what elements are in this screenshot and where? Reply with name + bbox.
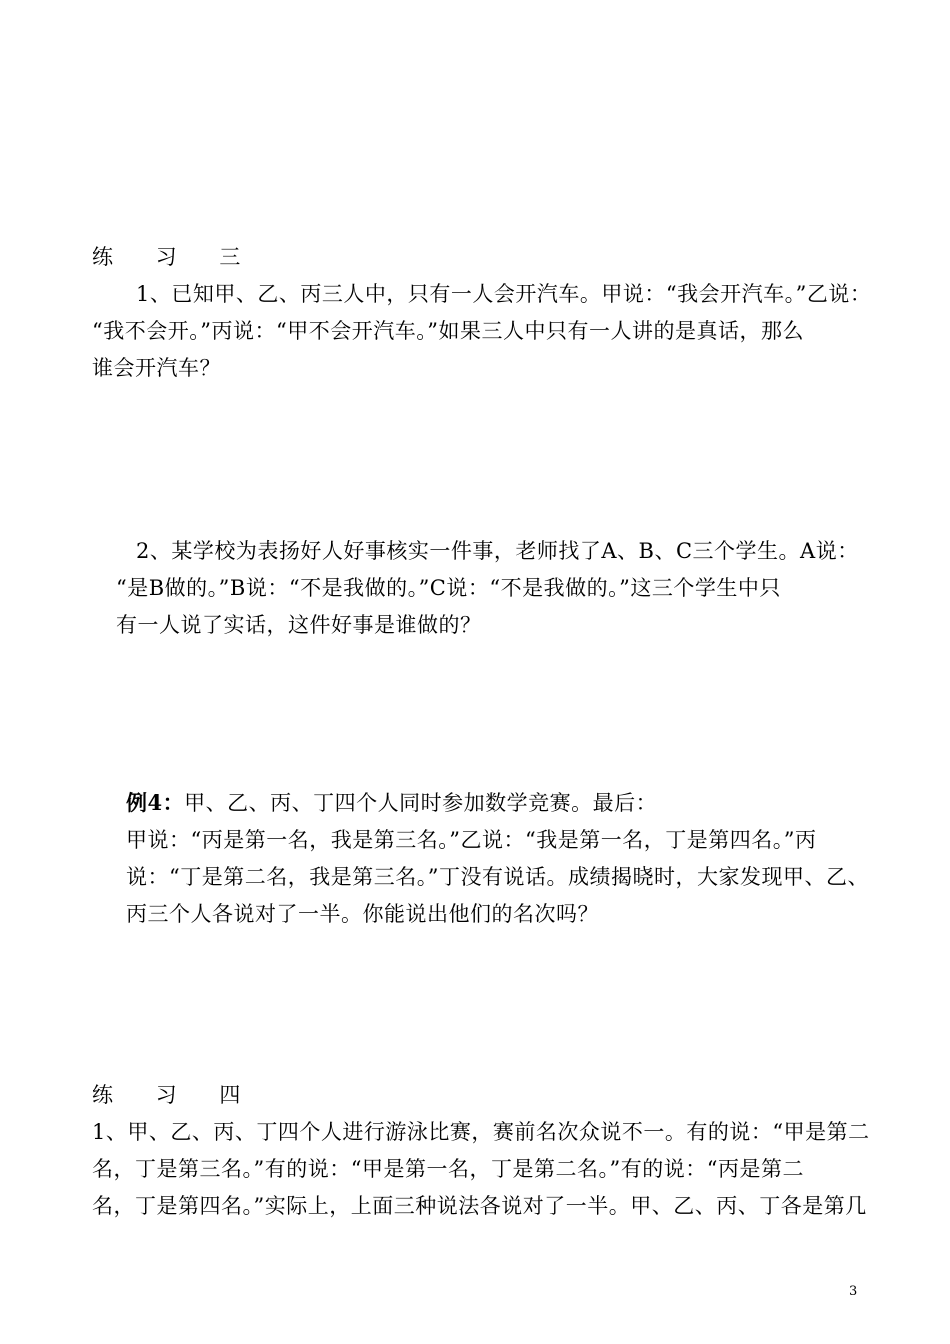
paragraph-line: 1、甲、乙、丙、丁四个人进行游泳比赛，赛前名次众说不一。有的说：“甲是第二 [92,1120,870,1144]
paragraph-line: 名，丁是第四名。”实际上，上面三种说法各说对了一半。甲、乙、丙、丁各是第几 [92,1194,867,1218]
paragraph-line: 甲说：“丙是第一名，我是第三名。”乙说：“我是第一名，丁是第四名。”丙 [126,828,817,852]
example-4-label: 例4： [126,790,185,815]
paragraph-line: 丙三个人各说对了一半。你能说出他们的名次吗？ [126,902,599,926]
paragraph-line: “是B做的。”B说：“不是我做的。”C说：“不是我做的。”这三个学生中只 [116,576,781,600]
exercise-3-heading: 练 习 三 [92,245,259,269]
paragraph-text: 甲、乙、丙、丁四个人同时参加数学竞赛。最后： [184,791,658,815]
paragraph-line: 有一人说了实话，这件好事是谁做的？ [116,613,482,637]
paragraph-line: 谁会开汽车？ [92,356,221,380]
example-4-first-line [126,788,657,818]
exercise-4-heading: 练 习 四 [92,1083,259,1107]
paragraph-line: 1、已知甲、乙、丙三人中，只有一人会开汽车。甲说：“我会开汽车。”乙说： [136,282,872,306]
paragraph-line: 说：“丁是第二名，我是第三名。”丁没有说话。成绩揭晓时，大家发现甲、乙、 [126,865,869,889]
paragraph-line: 名，丁是第三名。”有的说：“甲是第一名，丁是第二名。”有的说：“丙是第二 [92,1157,804,1181]
paragraph-line: “我不会开。”丙说：“甲不会开汽车。”如果三人中只有一人讲的是真话，那么 [92,319,804,343]
paragraph-line: 2、某学校为表扬好人好事核实一件事，老师找了A、B、C三个学生。A说： [136,539,859,563]
page-number: 3 [849,1284,858,1299]
